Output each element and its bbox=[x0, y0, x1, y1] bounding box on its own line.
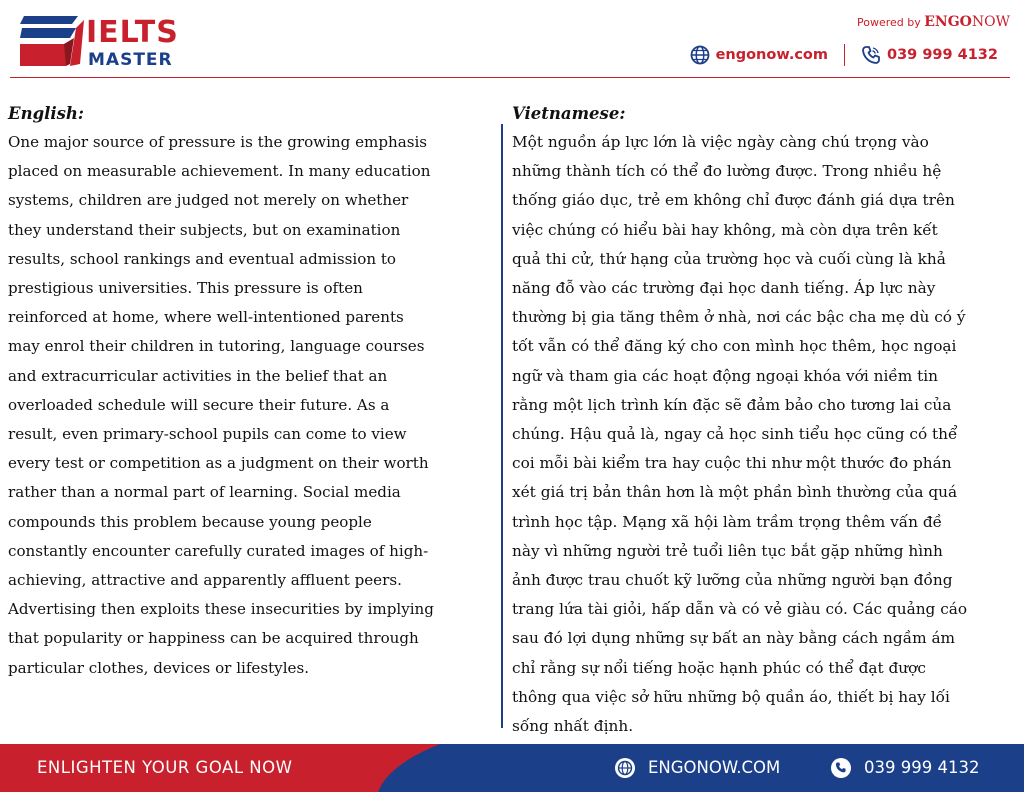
vietnamese-label: Vietnamese: bbox=[512, 104, 626, 123]
english-label: English: bbox=[8, 104, 85, 123]
logo-title: IELTS bbox=[86, 15, 179, 50]
powered-brand bbox=[924, 14, 1010, 30]
vietnamese-text: Một nguồn áp lực lớn là việc ngày càng chú trọng vào những thành tích có thể đo lường được. Trong nhiều hệ thống giáo dục, trẻ em không chỉ được đánh giá dựa trên việc chúng có hiểu bài hay không, mà còn dựa trên kết quả thi cử, thứ hạng của trường học và cuối cùng là khả năng đỗ vào các trường đại học danh tiếng. Áp lực này thường bị gia tăng thêm ở nhà, nơi các bậc cha mẹ dù có ý tốt vẫn có thể đăng ký cho con mình học thêm, học ngoại ngữ và tham gia các hoạt động ngoại khóa với niềm tin rằng một lịch trình kín đặc sẽ đảm bảo cho tương lai của chúng. Hậu quả là, ngay cả học sinh tiểu học cũng có thể coi mỗi bài kiểm tra hay cuộc thi như một thước đo phán xét giá trị bản thân hơn là một phần bình thường của quá trình học tập. Mạng xã hội làm trầm trọng thêm vấn đề này vì những người trẻ tuổi liên tục bắt gặp những hình ảnh được trau chuốt kỹ lưỡng của những người bạn đồng trang lứa tài giỏi, hấp dẫn và có vẻ giàu có. Các quảng cáo sau đó lợi dụng những sự bất an này bằng cách ngầm ám chỉ rằng sự nổi tiếng hoặc hạnh phúc có thể đạt được thông qua việc sở hữu những bộ quần áo, thiết bị hay lối sống nhất định. bbox=[512, 133, 968, 736]
vietnamese-column bbox=[512, 100, 1018, 741]
header-contact-separator bbox=[844, 44, 845, 66]
logo-flag-icon bbox=[20, 16, 84, 68]
header bbox=[0, 0, 1024, 78]
globe-icon bbox=[614, 757, 636, 779]
powered-by bbox=[857, 14, 1010, 30]
ielts-master-logo[interactable] bbox=[20, 14, 190, 70]
footer bbox=[0, 744, 1024, 792]
phone-icon bbox=[861, 45, 881, 65]
header-phone-link[interactable]: 039 999 4132 bbox=[887, 47, 998, 63]
english-text: One major source of pressure is the growing emphasis placed on measurable achievement. In many education systems, children are judged not merely on whether they understand their subjects, but on examination results, school rankings and eventual admission to prestigious universities. This pressure is often reinforced at home, where well-intentioned parents may enrol their children in tutoring, language courses and extracurricular activities in the belief that an overloaded schedule will secure their future. As a result, even primary-school pupils can come to view every test or competition as a judgment on their worth rather than a normal part of learning. Social media compounds this problem because young people constantly encounter carefully curated images of high- achieving, attractive and apparently affluent peers. Advertising then exploits these insecurities by implying that popularity or happiness can be acquired through particular clothes, devices or lifestyles. bbox=[8, 133, 434, 677]
powered-brand-light: NOW bbox=[971, 14, 1010, 30]
powered-prefix: Powered by bbox=[856, 16, 921, 29]
header-divider bbox=[10, 77, 1010, 78]
footer-slogan: ENLIGHTEN YOUR GOAL NOW bbox=[37, 758, 293, 777]
phone-icon bbox=[830, 757, 852, 779]
header-website-link[interactable]: engonow.com bbox=[715, 47, 828, 63]
column-divider bbox=[501, 124, 503, 728]
footer-website-label: ENGONOW.COM bbox=[648, 758, 781, 777]
english-column bbox=[8, 100, 498, 683]
footer-website[interactable] bbox=[614, 757, 780, 779]
logo-subtitle: MASTER bbox=[88, 50, 173, 70]
footer-phone-label: 039 999 4132 bbox=[864, 758, 980, 777]
header-contact bbox=[690, 44, 998, 66]
powered-brand-bold: ENGO bbox=[924, 14, 972, 30]
footer-phone[interactable] bbox=[830, 757, 979, 779]
globe-icon bbox=[690, 45, 710, 65]
